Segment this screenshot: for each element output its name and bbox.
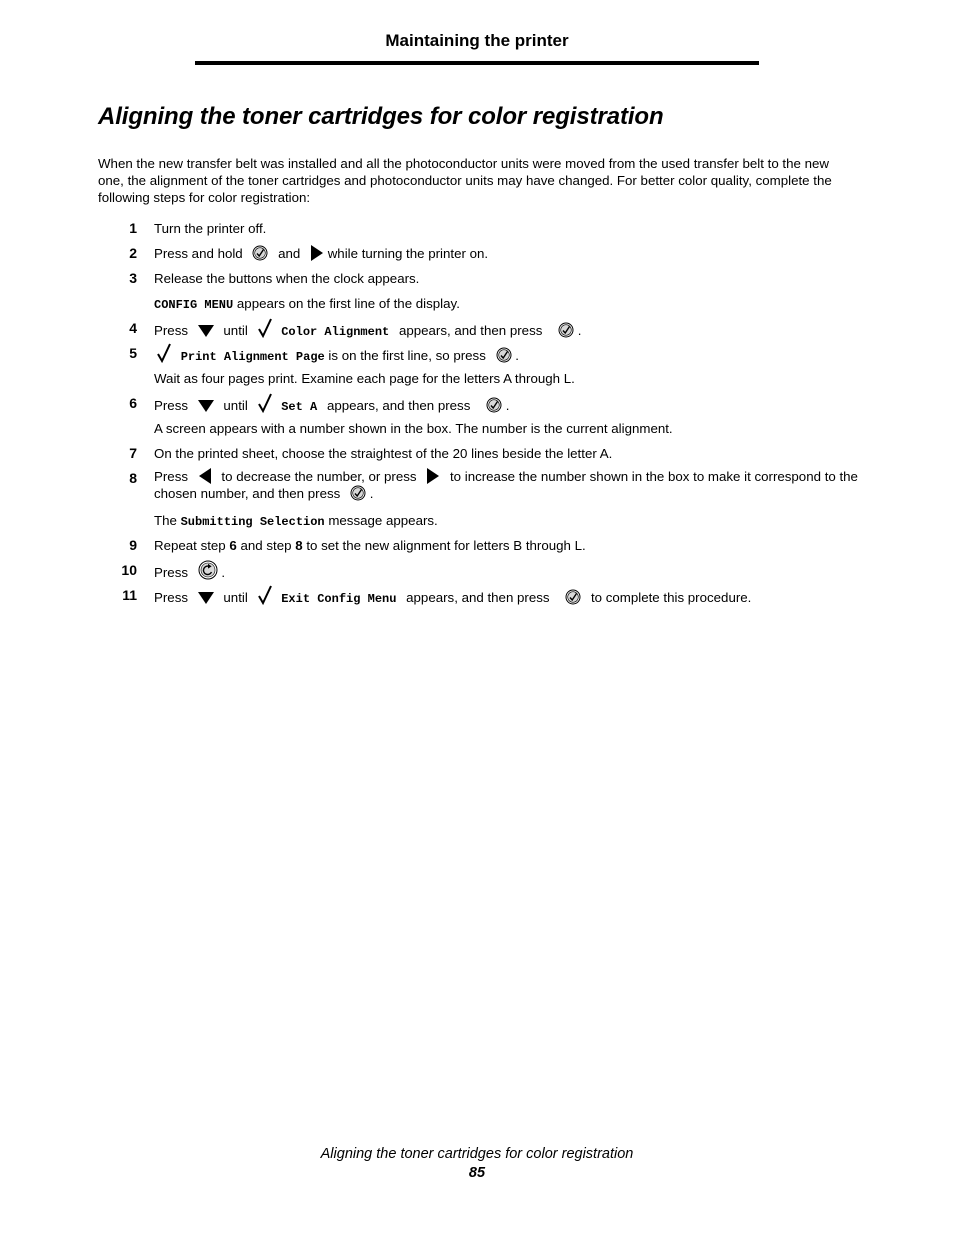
step-text-part: Press	[154, 469, 188, 484]
step-text	[154, 393, 509, 416]
step-text-part: to complete this procedure.	[590, 590, 752, 605]
step-text-part: Press and hold	[154, 246, 243, 261]
step-text-part: to decrease the number, or press	[221, 469, 417, 484]
display-code: Exit Config Menu	[281, 592, 397, 606]
step-note-text: The	[154, 513, 181, 528]
step-text-part: Press	[154, 398, 188, 413]
checkmark-icon	[258, 318, 272, 338]
select-button-icon	[486, 397, 502, 413]
step-number: 5	[129, 345, 137, 361]
step-note	[154, 512, 438, 531]
step-text-part: Press	[154, 323, 188, 338]
step-number: 2	[129, 245, 137, 261]
step-text	[154, 468, 859, 502]
select-button-icon	[350, 485, 366, 501]
select-button-icon	[496, 347, 512, 363]
step-text-part: .	[369, 486, 374, 501]
step-text-part: .	[577, 323, 582, 338]
checkmark-icon	[258, 585, 272, 605]
step-text-part: until	[223, 398, 248, 413]
step-text-part: Repeat step	[154, 538, 230, 553]
step-text	[157, 343, 519, 366]
step-number: 1	[129, 220, 137, 236]
step-text-part: until	[223, 590, 248, 605]
running-header: Maintaining the printer	[385, 31, 569, 50]
step-text-part: and step	[236, 538, 296, 553]
step-note-text: message appears.	[324, 513, 438, 528]
display-code: CONFIG MENU	[154, 298, 234, 312]
step-number: 10	[121, 562, 137, 578]
step-reference: 8	[295, 538, 303, 553]
step-text-part: to set the new alignment for letters B through L.	[302, 538, 586, 553]
step-text-part: appears, and then press	[398, 323, 543, 338]
step-number: 3	[129, 270, 137, 286]
step-text-part: while turning the printer on.	[327, 246, 489, 261]
footer-title: Aligning the toner cartridges for color registration	[320, 1146, 634, 1162]
step-text-part: and	[278, 246, 301, 261]
intro-paragraph: When the new transfer belt was installed and all the photoconductor units were moved from the used transfer belt to the new one, the alignment of the toner cartridges and photoconductor units may have changed. For better color quality, complete the following steps for color registration:	[98, 156, 832, 205]
step-text	[154, 537, 586, 554]
step-text-part: to increase the number shown in the box to make it correspond to the chosen number, and then press	[154, 469, 858, 501]
step-text: Release the buttons when the clock appears.	[154, 271, 420, 286]
checkmark-icon	[258, 393, 272, 413]
display-code: Set A	[281, 400, 318, 414]
step-text-part: Press	[154, 590, 188, 605]
left-arrow-icon	[198, 468, 212, 484]
step-text-part: .	[221, 565, 226, 580]
step-text-part: Press	[154, 565, 188, 580]
select-button-icon	[565, 589, 581, 605]
step-number: 7	[129, 445, 137, 461]
step-reference: 6	[229, 538, 237, 553]
step-text: On the printed sheet, choose the straightest of the 20 lines beside the letter A.	[154, 446, 613, 461]
header-rule	[195, 61, 759, 65]
select-button-icon	[252, 245, 268, 261]
step-note: Wait as four pages print. Examine each page for the letters A through L.	[154, 371, 575, 386]
step-text	[154, 585, 751, 608]
down-arrow-icon	[198, 399, 214, 413]
down-arrow-icon	[198, 591, 214, 605]
step-text: Turn the printer off.	[154, 221, 267, 236]
step-number: 4	[129, 320, 137, 336]
step-text-part: is on the first line, so press	[324, 348, 486, 363]
page-number: 85	[468, 1165, 486, 1181]
step-note	[154, 295, 460, 314]
display-code: Print Alignment Page	[180, 350, 325, 364]
display-code: Submitting Selection	[180, 515, 325, 529]
select-button-icon	[558, 322, 574, 338]
step-note: A screen appears with a number shown in the box. The number is the current alignment.	[154, 421, 673, 436]
step-number: 11	[122, 587, 137, 603]
step-text	[154, 560, 225, 581]
step-text-part: appears, and then press	[326, 398, 471, 413]
return-button-icon	[198, 560, 218, 580]
step-number: 8	[129, 470, 137, 486]
step-text	[154, 245, 488, 262]
step-number: 9	[129, 537, 137, 553]
page-title: Aligning the toner cartridges for color registration	[98, 103, 664, 130]
down-arrow-icon	[198, 324, 214, 338]
step-text-part: appears, and then press	[406, 590, 550, 605]
checkmark-icon	[157, 343, 171, 363]
step-text-part: until	[223, 323, 248, 338]
step-text-part: .	[515, 348, 519, 363]
step-text-part: .	[505, 398, 510, 413]
step-number: 6	[129, 395, 137, 411]
display-code: Color Alignment	[281, 325, 390, 339]
right-arrow-icon	[426, 468, 440, 484]
step-text	[154, 318, 581, 341]
step-note-text: appears on the first line of the display.	[233, 296, 460, 311]
right-arrow-icon	[310, 245, 324, 261]
